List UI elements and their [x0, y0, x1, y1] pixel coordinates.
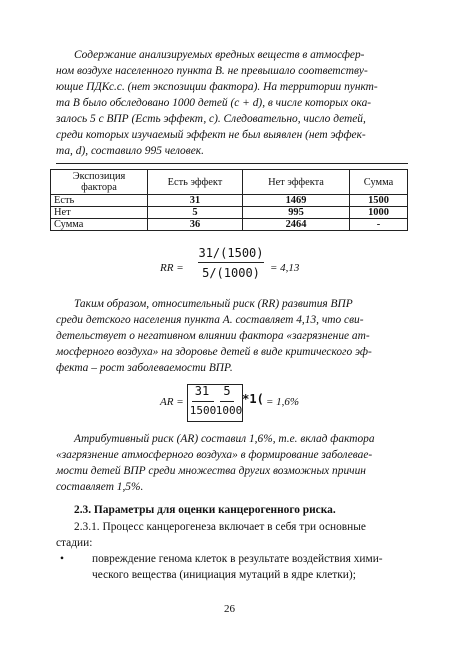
table-cell: Сумма [51, 219, 148, 231]
rr-numerator: 31/(1500) [198, 246, 264, 260]
para3-line-4: составляет 1,5%. [56, 481, 144, 493]
table-header-row [51, 170, 408, 195]
ar-fraction-line-left [192, 401, 214, 402]
para1-line-6: среди которых изучаемый эффект не был выявлен (нет эффек- [56, 129, 366, 141]
ar-bottom-left: 1500 [189, 404, 217, 417]
divider [56, 163, 408, 164]
table-cell: 1500 [350, 195, 408, 207]
para3-line-3: мости детей ВПР среди множества других возможных причин [56, 465, 366, 477]
section-para-line-2: стадии: [56, 537, 93, 549]
section-para-line-1: 2.3.1. Процесс канцерогенеза включает в себя три основные [74, 521, 366, 533]
table-row [51, 195, 408, 207]
rr-result: = 4,13 [270, 262, 300, 274]
para1-line-1: Содержание анализируемых вредных веществ в атмосфер- [74, 49, 365, 61]
para1-line-2: ном воздухе населенного пункта В. не превышало соответству- [56, 65, 368, 77]
para2-line-5: фекта – рост заболеваемости ВПР. [56, 362, 233, 374]
table-row [51, 207, 408, 219]
para2-line-1: Таким образом, относительный риск (RR) развития ВПР [74, 298, 353, 310]
table-cell: - [350, 219, 408, 231]
bullet-item-line-2: ческого вещества (инициация мутаций в ядре клетки); [92, 569, 356, 581]
table-cell: 995 [243, 207, 350, 219]
ar-result: = 1,6% [266, 396, 300, 408]
ar-top-left: 31 [194, 384, 210, 398]
ar-label: AR = [160, 396, 184, 408]
para1-line-5: залось 5 с ВПР (Есть эффект, с). Следовательно, число детей, [56, 113, 366, 125]
table-cell: 2464 [243, 219, 350, 231]
ar-fraction-line-right [220, 401, 234, 402]
para2-line-4: мосферного воздуха» на здоровье детей в виде критического эф- [56, 346, 372, 358]
bullet-marker: • [60, 553, 64, 565]
bullet-item-line-1: повреждение генома клеток в результате воздействия хими- [92, 553, 383, 565]
table-cell: 36 [148, 219, 243, 231]
table-cell: 1469 [243, 195, 350, 207]
page-number: 26 [224, 603, 235, 615]
rr-denominator: 5/(1000) [202, 266, 260, 280]
rr-fraction-line [198, 262, 264, 263]
table-cell: Есть [51, 195, 148, 207]
ar-bottom-right: 1000 [215, 404, 243, 417]
table-cell: Нет [51, 207, 148, 219]
para2-line-3: детельствует о негативном влиянии фактора «загрязнение ат- [56, 330, 370, 342]
para1-line-7: та, d), составило 995 человек. [56, 145, 204, 157]
ar-top-right: 5 [223, 384, 231, 398]
section-heading: 2.3. Параметры для оценки канцерогенного риска. [74, 504, 336, 516]
ar-extra: *1( [242, 392, 264, 406]
table-header-cell: Нет эффекта [243, 170, 350, 195]
rr-label: RR = [160, 262, 184, 274]
table-header-cell: Экспозиция фактора [51, 170, 148, 195]
para1-line-4: та В было обследовано 1000 детей (с + d), в числе которых ока- [56, 97, 372, 109]
para3-line-1: Атрибутивный риск (AR) составил 1,6%, т.е. вклад фактора [74, 433, 375, 445]
table-row [51, 219, 408, 231]
table-cell: 5 [148, 207, 243, 219]
table-header-cell: Есть эффект [148, 170, 243, 195]
para2-line-2: среди детского населения пункта А. составляет 4,13, что сви- [56, 314, 364, 326]
table-cell: 1000 [350, 207, 408, 219]
para1-line-3: ющие ПДКс.с. (нет экспозиции фактора). На территории пункт- [56, 81, 378, 93]
para3-line-2: «загрязнение атмосферного воздуха» в формирование заболевае- [56, 449, 373, 461]
contingency-table [50, 169, 408, 231]
table-cell: 31 [148, 195, 243, 207]
table-header-cell: Сумма [350, 170, 408, 195]
